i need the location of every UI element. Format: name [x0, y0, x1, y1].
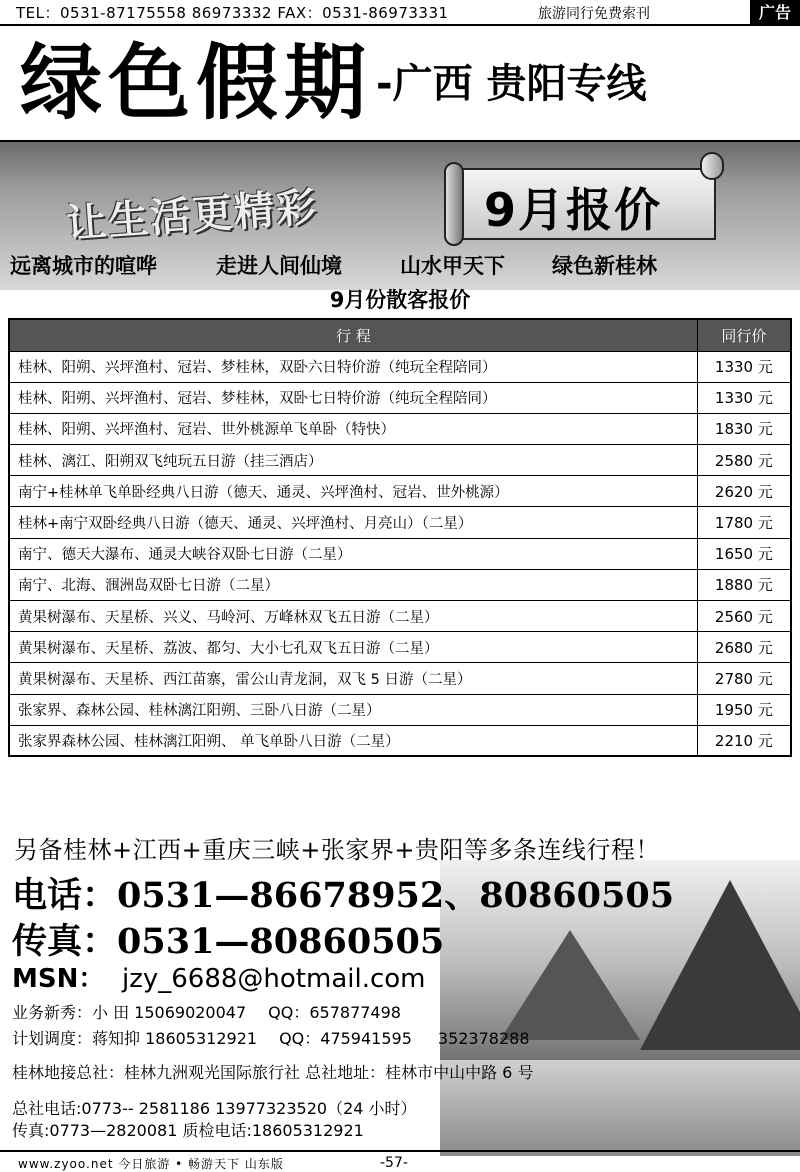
agency-fax-line: 传真:0773—2820081 质检电话:18605312921	[12, 1121, 364, 1140]
price-cell: 2210 元	[697, 725, 791, 756]
scroll-curl-icon	[700, 152, 724, 180]
price-label: 9月报价	[484, 183, 663, 237]
footer	[0, 1150, 800, 1172]
brand-title: 绿色假期	[20, 36, 373, 131]
brand-subtitle: -广西 贵阳专线	[376, 61, 647, 107]
table-title: 9月份散客报价	[329, 288, 471, 312]
fax-value: 0531—80860505	[117, 921, 445, 962]
phone-value: 0531—86678952、80860505	[117, 875, 675, 916]
dispatch-qq2: 352378288	[437, 1029, 530, 1048]
phone-line	[12, 868, 674, 918]
price-cell: 2620 元	[697, 476, 791, 507]
table-row	[9, 569, 791, 600]
price-table	[8, 318, 792, 757]
table-row	[9, 413, 791, 444]
page-number: -57-	[380, 1155, 408, 1171]
table-row	[9, 632, 791, 663]
price-cell: 2560 元	[697, 601, 791, 632]
extra-routes-notice: 另备桂林+江西+重庆三峡+张家界+贵阳等多条连线行程！	[14, 836, 660, 864]
table-row	[9, 351, 791, 382]
tagline: 绿色新桂林	[552, 253, 657, 278]
price-cell: 2780 元	[697, 663, 791, 694]
route-cell: 南宁+桂林单飞单卧经典八日游（德天、通灵、兴坪渔村、冠岩、世外桃源）	[9, 476, 697, 507]
phone-label: 电话：	[12, 875, 118, 916]
tagline: 山水甲天下	[400, 253, 505, 278]
route-cell: 桂林、阳朔、兴坪渔村、冠岩、梦桂林，双卧六日特价游（纯玩全程陪同）	[9, 351, 697, 382]
table-row	[9, 445, 791, 476]
header-contact-line: TEL：0531-87175558 86973332 FAX：0531-86973331	[16, 4, 449, 22]
header-index-label: 旅游同行免费索刊	[538, 6, 650, 22]
dispatch-qq: QQ：475941595	[279, 1029, 412, 1048]
msn-line	[12, 958, 426, 995]
staff-qq: QQ：657877498	[268, 1003, 401, 1022]
tagline: 走进人间仙境	[216, 253, 342, 278]
banner-slogan: 让生活更精彩	[64, 183, 320, 248]
staff-line	[12, 1000, 401, 1023]
headline	[20, 36, 790, 136]
banner	[0, 140, 800, 290]
route-cell: 黄果树瀑布、天星桥、西江苗寨，雷公山青龙洞，双飞 5 日游（二星）	[9, 663, 697, 694]
route-cell: 桂林、阳朔、兴坪渔村、冠岩、梦桂林，双卧七日特价游（纯玩全程陪同）	[9, 382, 697, 413]
route-cell: 黄果树瀑布、天星桥、荔波、都匀、大小七孔双飞五日游（二星）	[9, 632, 697, 663]
route-cell: 南宁、北海、涠洲岛双卧七日游（二星）	[9, 569, 697, 600]
agency-line: 桂林地接总社：桂林九洲观光国际旅行社 总社地址：桂林市中山中路 6 号	[12, 1063, 534, 1082]
route-cell: 南宁、德天大瀑布、通灵大峡谷双卧七日游（二星）	[9, 538, 697, 569]
price-cell: 2580 元	[697, 445, 791, 476]
msn-value: jzy_6688@hotmail.com	[122, 964, 426, 994]
route-cell: 桂林、漓江、阳朔双飞纯玩五日游（挂三酒店）	[9, 445, 697, 476]
mountain-shape	[500, 930, 640, 1040]
dispatch-contact: 计划调度：蒋知抑 18605312921	[12, 1029, 258, 1048]
fax-line	[12, 914, 444, 964]
route-cell: 张家界森林公园、桂林漓江阳朔、 单飞单卧八日游（二星）	[9, 725, 697, 756]
table-row	[9, 601, 791, 632]
banner-taglines	[10, 250, 800, 282]
price-cell: 1780 元	[697, 507, 791, 538]
dispatch-line	[12, 1026, 530, 1049]
table-row	[9, 694, 791, 725]
price-cell: 1330 元	[697, 351, 791, 382]
msn-label: MSN：	[12, 964, 105, 994]
route-cell: 黄果树瀑布、天星桥、兴义、马岭河、万峰林双飞五日游（二星）	[9, 601, 697, 632]
top-bar	[0, 0, 800, 26]
table-row	[9, 507, 791, 538]
table-row	[9, 663, 791, 694]
agency-phone-line: 总社电话:0773-- 2581186 13977323520（24 小时）	[12, 1099, 417, 1118]
table-row	[9, 476, 791, 507]
footer-site: www.zyoo.net 今日旅游 • 畅游天下 山东版	[18, 1157, 284, 1171]
ad-badge: 广告	[750, 0, 800, 26]
route-cell: 桂林+南宁双卧经典八日游（德天、通灵、兴坪渔村、月亮山）（二星）	[9, 507, 697, 538]
price-header: 同行价	[697, 319, 791, 351]
price-cell: 2680 元	[697, 632, 791, 663]
price-cell: 1950 元	[697, 694, 791, 725]
route-cell: 桂林、阳朔、兴坪渔村、冠岩、世外桃源单飞单卧（特快）	[9, 413, 697, 444]
route-cell: 张家界、森林公园、桂林漓江阳朔、三卧八日游（二星）	[9, 694, 697, 725]
price-cell: 1330 元	[697, 382, 791, 413]
table-row	[9, 382, 791, 413]
table-row	[9, 725, 791, 756]
price-cell: 1650 元	[697, 538, 791, 569]
price-cell: 1830 元	[697, 413, 791, 444]
staff-contact: 业务新秀：小 田 15069020047	[12, 1003, 247, 1022]
price-scroll	[444, 152, 724, 250]
scroll-roll-icon	[444, 162, 464, 246]
tagline: 远离城市的喧哗	[10, 253, 157, 278]
fax-label: 传真：	[12, 921, 118, 962]
route-header: 行 程	[9, 319, 697, 351]
table-row	[9, 538, 791, 569]
price-cell: 1880 元	[697, 569, 791, 600]
